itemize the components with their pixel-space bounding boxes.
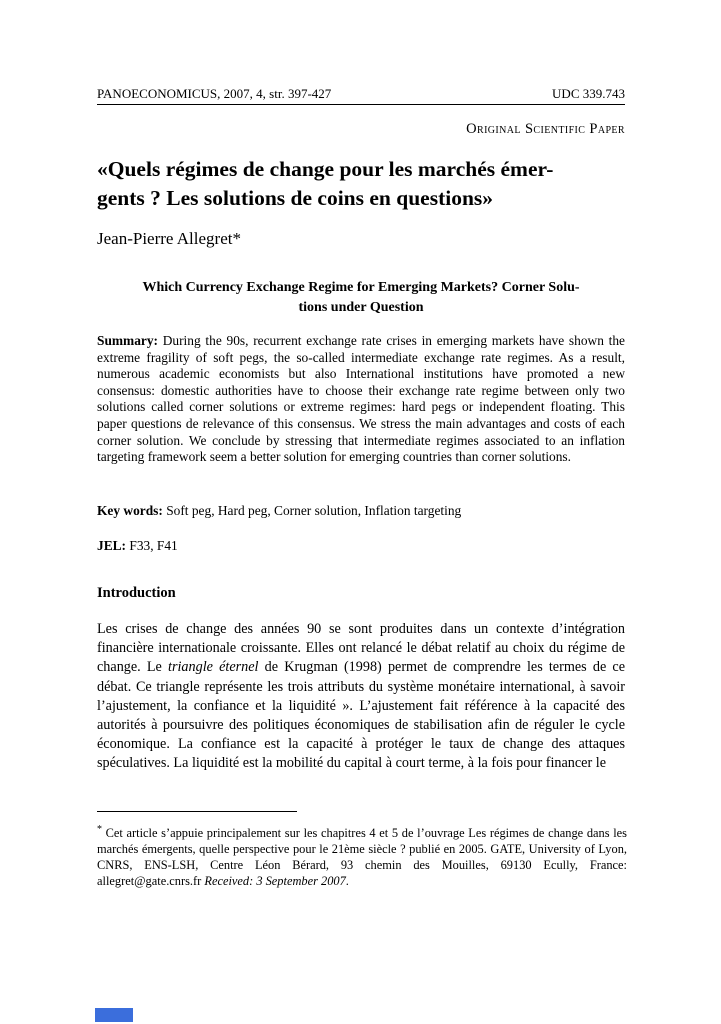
- footnote-text: [97, 822, 627, 889]
- author-name: Jean-Pierre Allegret*: [97, 229, 241, 248]
- paper-type-label: Original Scientific Paper: [466, 121, 625, 137]
- journal-header: [97, 86, 625, 102]
- jel-label: JEL:: [97, 538, 127, 553]
- intro-seg1: Les crises de change des années 90 se sont produites dans un contexte d’intégration financière internationale croissante. Elles ont relancé le débat relatif au choix du régime de change. Le: [97, 621, 625, 676]
- footnote-received-date: Received: 3 September 2007: [204, 874, 346, 889]
- jel-text: F33, F41: [126, 538, 178, 553]
- article-title-fr: [97, 155, 629, 213]
- jel-line: [97, 538, 625, 554]
- article-title-en: [97, 278, 625, 318]
- article-title-fr-line2: gents ? Les solutions de coins en questions»: [97, 186, 494, 210]
- intro-paragraph: [97, 620, 625, 774]
- footnote-marker: *: [97, 824, 102, 835]
- summary-paragraph: [97, 333, 625, 466]
- keywords-line: [97, 503, 625, 519]
- section-heading-introduction: Introduction: [97, 585, 176, 601]
- article-title-en-line2: tions under Question: [298, 300, 424, 315]
- journal-header-left: PANOECONOMICUS, 2007, 4, str. 397-427: [97, 86, 332, 101]
- blue-bar-artifact: [95, 1008, 133, 1022]
- footnote-divider: [97, 811, 297, 812]
- header-divider: [97, 104, 625, 105]
- keywords-label: Key words:: [97, 503, 163, 518]
- footnote-seg2: .: [345, 874, 349, 889]
- intro-italic-term: triangle éternel: [168, 659, 259, 676]
- keywords-text: Soft peg, Hard peg, Corner solution, Inflation targeting: [162, 503, 462, 518]
- summary-label: Summary:: [97, 333, 158, 348]
- article-title-en-line1: Which Currency Exchange Regime for Emerging Markets? Corner Solu-: [142, 280, 580, 295]
- summary-text: During the 90s, recurrent exchange rate crises in emerging markets have shown the extreme fragility of soft pegs, the so-called intermediate exchange rate regimes. As a result, numerous academic economists but also International institutions have promoted a new consensus: domestic authorities have to choose their exchange rate regime between only two solutions called corner solutions or extreme regimes: hard pegs or independent floating. This paper questions de relevance of this consensus. We stress the main advantages and costs of each corner solution. We conclude by stressing that intermediate regimes associated to an inflation targeting framework seem a better solution for emerging countries than corner solutions.: [97, 333, 625, 465]
- intro-seg2: de Krugman (1998) permet de comprendre les termes de ce débat. Ce triangle représente les trois attributs du système monétaire international, à savoir l’ajustement, la confiance et la liquidité ». L’ajustement fait référence à la capacité des autorités à poursuivre des politiques économiques de stabilisation afin de réguler le cycle économique. La confiance est la capacité à protéger le taux de change des attaques spéculatives. La liquidité est la mobilité du capital à court terme, à la fois pour financer le: [97, 659, 625, 772]
- journal-header-right: UDC 339.743: [552, 86, 625, 101]
- article-title-fr-line1: «Quels régimes de change pour les marchés émer-: [97, 157, 554, 181]
- footnote-seg1: Cet article s’appuie principalement sur les chapitres 4 et 5 de l’ouvrage Les régimes de change dans les marchés émergents, quelle perspective pour le 21ème siècle ? publié en 2005. GATE, University of Lyon, CNRS, ENS-LSH, Centre Léon Bérard, 93 chemin des Mouilles, 69130 Ecully, France: allegret@gate.cnrs.fr: [97, 826, 627, 889]
